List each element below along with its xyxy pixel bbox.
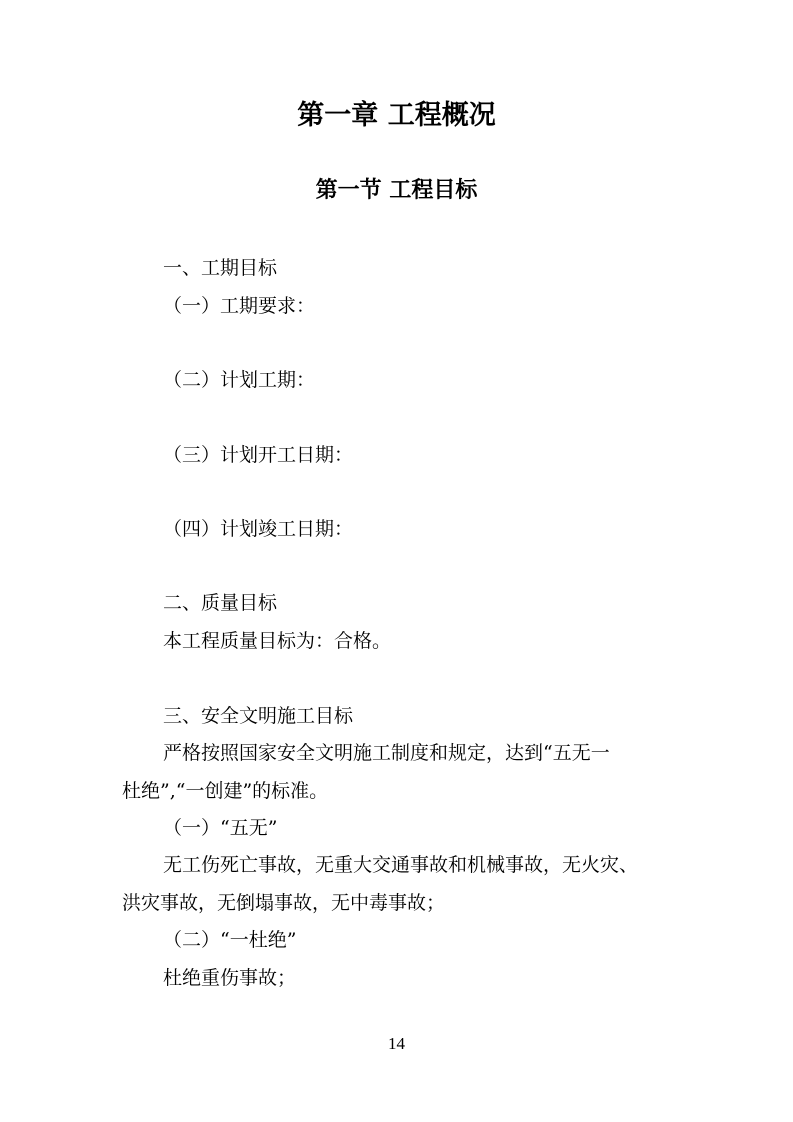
five-no-heading: （一）“五无” bbox=[163, 817, 278, 839]
five-no-line-1: 无工伤死亡事故，无重大交通事故和机械事故，无火灾、 bbox=[163, 854, 639, 876]
one-eliminate-heading: （二）“一杜绝” bbox=[163, 929, 297, 951]
chapter-title: 第一章 工程概况 bbox=[297, 100, 496, 131]
safety-intro-line-2: 杜绝”,“一创建”的标准。 bbox=[122, 780, 329, 802]
schedule-requirement: （一）工期要求： bbox=[163, 295, 316, 317]
schedule-planned-completion: （四）计划竣工日期： bbox=[163, 518, 354, 540]
section-title: 第一节 工程目标 bbox=[315, 178, 478, 203]
safety-heading: 三、安全文明施工目标 bbox=[163, 705, 354, 727]
schedule-planned-duration: （二）计划工期： bbox=[163, 369, 316, 391]
quality-text: 本工程质量目标为：合格。 bbox=[163, 630, 392, 652]
page-number: 14 bbox=[388, 1034, 405, 1053]
schedule-planned-start: （三）计划开工日期： bbox=[163, 444, 354, 466]
schedule-heading: 一、工期目标 bbox=[163, 257, 278, 279]
five-no-line-2: 洪灾事故，无倒塌事故，无中毒事故； bbox=[122, 892, 446, 914]
safety-intro-line-1: 严格按照国家安全文明施工制度和规定，达到“五无一 bbox=[163, 742, 610, 764]
one-eliminate-text: 杜绝重伤事故； bbox=[163, 967, 297, 989]
quality-heading: 二、质量目标 bbox=[163, 592, 278, 614]
